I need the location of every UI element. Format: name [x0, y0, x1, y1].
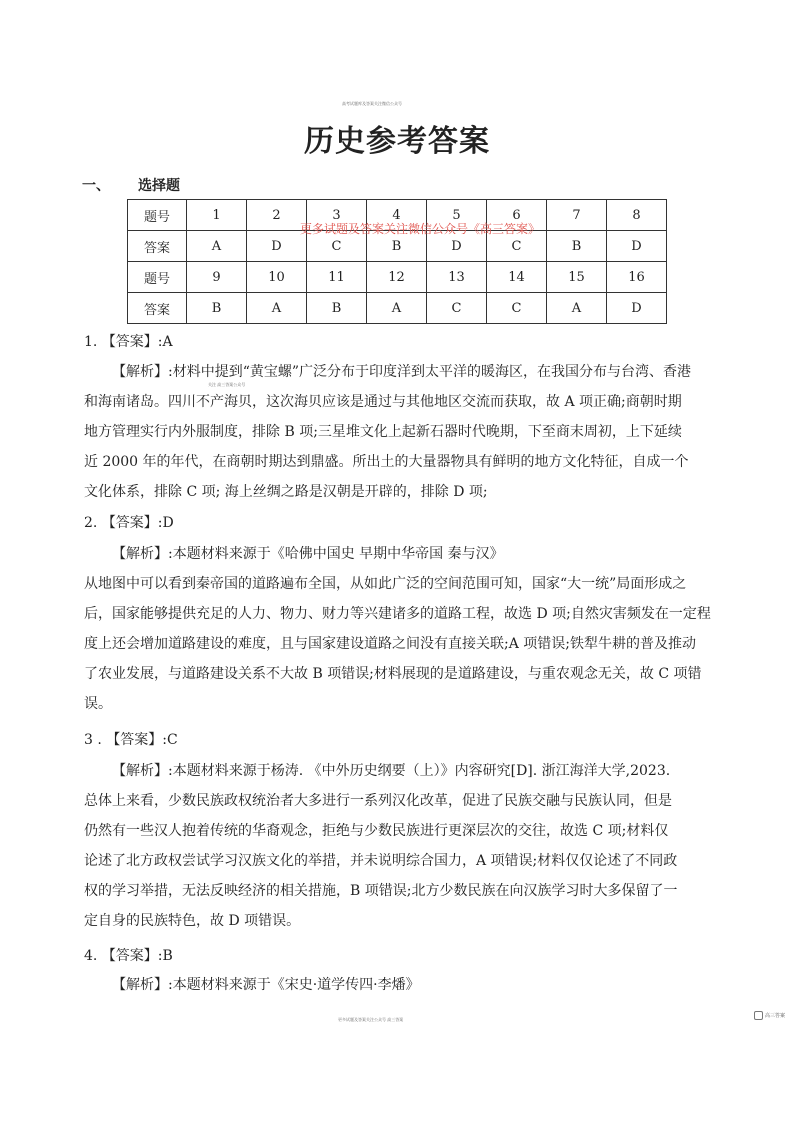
table-cell: 9 — [187, 262, 247, 293]
table-cell: D — [247, 231, 307, 262]
text-line: 4. 【答案】:B — [84, 948, 173, 964]
text-line: 3 . 【答案】:C — [84, 732, 178, 748]
brand-logo — [754, 1011, 785, 1020]
text-line: 文化体系，排除 C 项; 海上丝绸之路是汉朝是开辟的，排除 D 项; — [84, 484, 488, 500]
text-line: 总体上来看，少数民族政权统治者大多进行一系列汉化改革，促进了民族交融与民族认同，但是 — [84, 793, 672, 809]
table-cell: D — [607, 293, 667, 324]
logo-icon — [754, 1011, 763, 1020]
table-cell: 2 — [247, 200, 307, 231]
table-cell: D — [607, 231, 667, 262]
text-line: 1. 【答案】:A — [84, 334, 173, 350]
text-line: 【解析】:材料中提到“黄宝螺”广泛分布于印度洋到太平洋的暖海区，在我国分布与台湾、香港 — [112, 364, 692, 380]
table-cell: B — [187, 293, 247, 324]
table-row-label: 答案 — [128, 231, 187, 262]
table-cell: A — [547, 293, 607, 324]
text-line: 度上还会增加道路建设的难度，且与国家建设道路之间没有直接关联;A 项错误;铁犁牛耕的普及推动 — [84, 636, 696, 652]
table-row — [128, 262, 667, 293]
text-line: 误。 — [84, 696, 112, 712]
text-line: 近 2000 年的年代，在商朝时期达到鼎盛。所出土的大量器物具有鲜明的地方文化特征，自成一个 — [84, 454, 689, 470]
section-title: 选择题 — [138, 178, 180, 194]
text-line: 和海南诸岛。四川不产海贝，这次海贝应该是通过与其他地区交流而获取，故 A 项正确;商朝时期 — [84, 394, 682, 410]
table-cell: 1 — [187, 200, 247, 231]
table-cell: 6 — [487, 200, 547, 231]
table-cell: D — [427, 231, 487, 262]
table-cell: C — [487, 293, 547, 324]
table-cell: 11 — [307, 262, 367, 293]
table-cell: C — [307, 231, 367, 262]
text-line: 地方管理实行内外服制度，排除 B 项;三星堆文化上起新石器时代晚期，下至商末周初，上下延续 — [84, 424, 682, 440]
table-row — [128, 293, 667, 324]
table-cell: 10 — [247, 262, 307, 293]
table-cell: 13 — [427, 262, 487, 293]
text-line: 【解析】:本题材料来源于《宋史·道学传四·李燔》 — [112, 977, 420, 993]
table-row-label: 题号 — [128, 262, 187, 293]
table-cell: 4 — [367, 200, 427, 231]
logo-label: 高三答案 — [765, 1013, 786, 1019]
footer-note: 更多试题及答案关注公众号 高三答案 — [338, 1017, 404, 1022]
text-line: 权的学习举措，无法反映经济的相关措施，B 项错误;北方少数民族在向汉族学习时大多保留了一 — [84, 883, 678, 899]
table-cell: 5 — [427, 200, 487, 231]
text-line: 从地图中可以看到秦帝国的道路遍布全国，从如此广泛的空间范围可知，国家“大一统”局面形成之 — [84, 576, 687, 592]
answer-table — [127, 199, 667, 324]
table-cell: C — [487, 231, 547, 262]
table-cell: 15 — [547, 262, 607, 293]
text-line: 定自身的民族特色，故 D 项错误。 — [84, 913, 301, 929]
text-line: 后，国家能够提供充足的人力、物力、财力等兴建诸多的道路工程，故选 D 项;自然灾害频发在一定程 — [84, 606, 711, 622]
text-line: 2. 【答案】:D — [84, 515, 174, 531]
table-row-label: 答案 — [128, 293, 187, 324]
table-cell: 12 — [367, 262, 427, 293]
table-cell: C — [427, 293, 487, 324]
table-cell: A — [367, 293, 427, 324]
page-title: 历史参考答案 — [304, 124, 490, 159]
table-cell: A — [187, 231, 247, 262]
text-line: 【解析】:本题材料来源于《哈佛中国史 早期中华帝国 秦与汉》 — [112, 546, 504, 562]
text-line: 论述了北方政权尝试学习汉族文化的举措，并未说明综合国力，A 项错误;材料仅仅论述了不同政 — [84, 853, 678, 869]
table-cell: 16 — [607, 262, 667, 293]
table-cell: 7 — [547, 200, 607, 231]
text-line: 仍然有一些汉人抱着传统的华裔观念，拒绝与少数民族进行更深层次的交往，故选 C 项;材料仅 — [84, 823, 669, 839]
inline-note: 关注 高三答案公众号 — [208, 382, 246, 387]
watermark-overlay-text: 更多试题及答案关注微信公众号《高三答案》 — [300, 222, 541, 236]
table-cell: A — [247, 293, 307, 324]
table-cell: 8 — [607, 200, 667, 231]
table-cell: 14 — [487, 262, 547, 293]
table-cell: B — [367, 231, 427, 262]
table-cell: 3 — [307, 200, 367, 231]
section-number: 一、 — [82, 178, 110, 194]
table-cell: B — [547, 231, 607, 262]
table-row-label: 题号 — [128, 200, 187, 231]
text-line: 【解析】:本题材料来源于杨涛. 《中外历史纲要（上）》内容研究[D]. 浙江海洋大学,2023. — [112, 763, 671, 779]
table-cell: B — [307, 293, 367, 324]
header-note: 高考试题库及答案关注微信公众号 — [342, 101, 402, 106]
text-line: 了农业发展，与道路建设关系不大故 B 项错误;材料展现的是道路建设，与重农观念无关，故 C 项错 — [84, 666, 702, 682]
